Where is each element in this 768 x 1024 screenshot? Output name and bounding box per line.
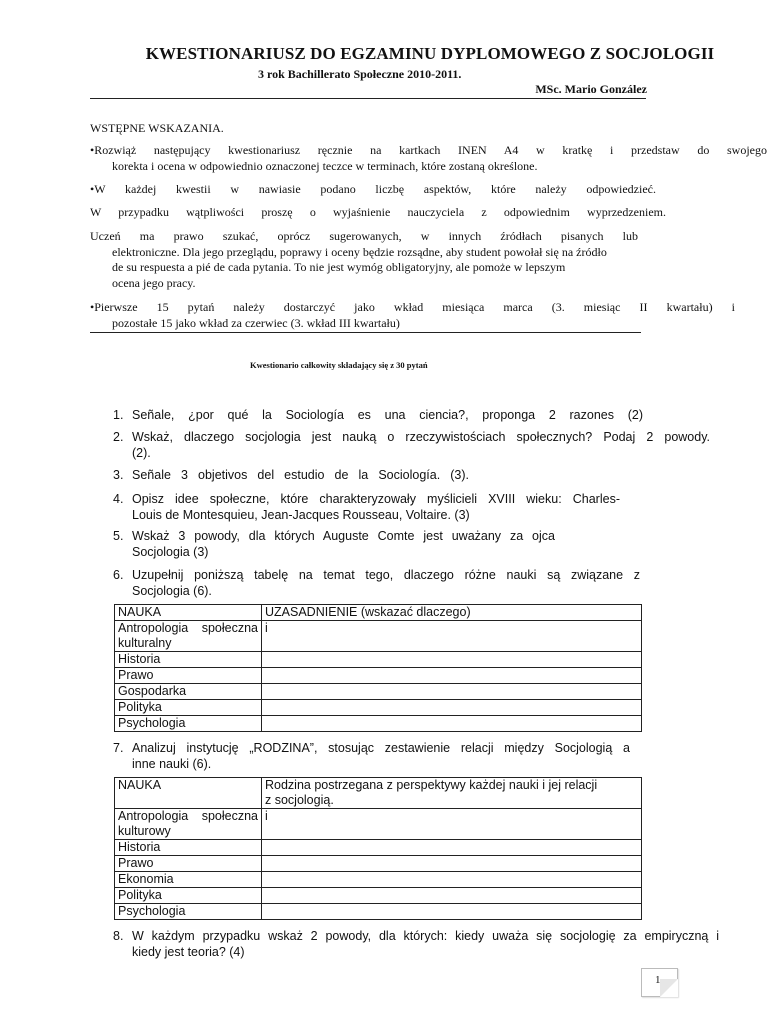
table-cell-science[interactable]: Psychologia bbox=[115, 716, 262, 732]
table-row bbox=[115, 872, 642, 888]
table-row bbox=[115, 904, 642, 920]
question-number: 4. bbox=[113, 492, 124, 506]
question-text: Wskaż 3 powody, dla których Auguste Comte jest uważany za ojca bbox=[132, 529, 555, 543]
table-cell-text: Antropologia społeczna bbox=[118, 809, 258, 823]
table-cell-science[interactable]: Historia bbox=[115, 652, 262, 668]
question-number: 3. bbox=[113, 468, 124, 482]
table-cell-answer[interactable] bbox=[262, 888, 642, 904]
question-number: 1. bbox=[113, 408, 124, 422]
instruction-5-line-1: •Pierwsze 15 pytań należy dostarczyć jako wkład miesiąca marca (3. miesiąc II kwartału) i bbox=[90, 300, 735, 314]
table-cell-answer[interactable] bbox=[262, 684, 642, 700]
header-rule bbox=[90, 98, 646, 99]
table-row bbox=[115, 652, 642, 668]
question-text: Señale 3 objetivos del estudio de la Sociología. (3). bbox=[132, 468, 469, 482]
table-cell-answer[interactable] bbox=[262, 872, 642, 888]
instruction-2-line-1: •W każdej kwestii w nawiasie podano liczbę aspektów, które należy odpowiedzieć. bbox=[90, 182, 656, 196]
table-cell-science[interactable]: Ekonomia bbox=[115, 872, 262, 888]
table-cell-answer[interactable] bbox=[262, 668, 642, 684]
instruction-5-line-2: pozostałe 15 jako wkład za czerwiec (3. wkład III kwartału) bbox=[112, 315, 400, 330]
question-text: Uzupełnij poniższą tabelę na temat tego, dlaczego różne nauki są związane z bbox=[132, 568, 640, 582]
author-name: MSc. Mario González bbox=[535, 82, 647, 96]
table-cell-science[interactable]: Polityka bbox=[115, 700, 262, 716]
question-1 bbox=[113, 407, 643, 423]
table-cell-answer[interactable] bbox=[262, 840, 642, 856]
instructions-rule bbox=[90, 332, 641, 333]
question-7 bbox=[113, 740, 630, 772]
page-curl-icon bbox=[660, 979, 678, 997]
table-cell-text: kulturalny bbox=[118, 636, 172, 650]
table-cell-answer[interactable] bbox=[262, 700, 642, 716]
table-cell-text: Antropologia społeczna bbox=[118, 621, 258, 635]
question-text: Señale, ¿por qué la Sociología es una ciencia?, proponga 2 razones (2) bbox=[132, 408, 643, 422]
table-cell-answer[interactable] bbox=[262, 904, 642, 920]
table-cell-answer[interactable]: i bbox=[262, 809, 642, 840]
question-text: Opisz idee społeczne, które charakteryzowały myślicieli XVIII wieku: Charles- bbox=[132, 492, 620, 506]
table-cell-science[interactable]: Polityka bbox=[115, 888, 262, 904]
question-text: Wskaż, dlaczego socjologia jest nauką o rzeczywistościach społecznych? Podaj 2 powody. bbox=[132, 430, 710, 444]
table-header-cell bbox=[262, 778, 642, 809]
table-cell-answer[interactable] bbox=[262, 856, 642, 872]
question-number: 7. bbox=[113, 741, 124, 755]
instruction-paragraph-1 bbox=[90, 143, 767, 174]
instruction-4-line-2: elektroniczne. Dla jego przeglądu, poprawy i oceny będzie rozsądne, aby student powołał się na źródło bbox=[112, 244, 607, 259]
instruction-4-line-4: ocena jego pracy. bbox=[112, 275, 196, 290]
instruction-paragraph-4 bbox=[90, 229, 638, 291]
question-6 bbox=[113, 567, 640, 599]
question-4 bbox=[113, 491, 620, 523]
instruction-paragraph-3 bbox=[90, 205, 666, 221]
question-number: 2. bbox=[113, 430, 124, 444]
sciences-justification-table bbox=[114, 604, 642, 732]
question-8 bbox=[113, 928, 719, 960]
instruction-4-line-1: Uczeń ma prawo szukać, oprócz sugerowanych, w innych źródłach pisanych lub bbox=[90, 229, 638, 243]
table-header-text: z socjologią. bbox=[265, 793, 334, 807]
document-subtitle: 3 rok Bachillerato Społeczne 2010-2011. bbox=[258, 67, 462, 81]
table-cell-science[interactable]: Gospodarka bbox=[115, 684, 262, 700]
instruction-paragraph-2 bbox=[90, 182, 656, 198]
family-relations-table bbox=[114, 777, 642, 920]
instruction-paragraph-5 bbox=[90, 300, 735, 331]
table-row bbox=[115, 700, 642, 716]
table-row bbox=[115, 668, 642, 684]
table-header-row bbox=[115, 605, 642, 621]
table-cell-science[interactable]: Historia bbox=[115, 840, 262, 856]
questionnaire-title: Kwestionario całkowity składający się z 30 pytań bbox=[250, 360, 428, 370]
question-text-continued: Socjologia (3) bbox=[132, 545, 209, 559]
question-text: W każdym przypadku wskaż 2 powody, dla których: kiedy uważa się socjologię za empiryczną i bbox=[132, 929, 719, 943]
table-header-cell: UZASADNIENIE (wskazać dlaczego) bbox=[262, 605, 642, 621]
table-row bbox=[115, 856, 642, 872]
question-3 bbox=[113, 467, 469, 483]
question-text-continued: (2). bbox=[132, 446, 151, 460]
table-cell-science[interactable]: Psychologia bbox=[115, 904, 262, 920]
question-number: 6. bbox=[113, 568, 124, 582]
document-title: KWESTIONARIUSZ DO EGZAMINU DYPLOMOWEGO Z SOCJOLOGII bbox=[145, 44, 715, 63]
table-cell-science[interactable] bbox=[115, 621, 262, 652]
table-row bbox=[115, 888, 642, 904]
table-header-text: Rodzina postrzegana z perspektywy każdej nauki i jej relacji bbox=[265, 778, 598, 792]
instruction-1-line-1: •Rozwiąż następujący kwestionariusz ręcznie na kartkach INEN A4 w kratkę i przedstaw do swojego bbox=[90, 143, 767, 157]
table-header-cell: NAUKA bbox=[115, 605, 262, 621]
question-text: Analizuj instytucję „RODZINA”, stosując zestawienie relacji między Socjologią a bbox=[132, 741, 630, 755]
question-number: 5. bbox=[113, 529, 124, 543]
table-row bbox=[115, 716, 642, 732]
question-number: 8. bbox=[113, 929, 124, 943]
question-text-continued: Socjologia (6). bbox=[132, 584, 212, 598]
question-text-continued: inne nauki (6). bbox=[132, 757, 212, 771]
table-cell-science[interactable] bbox=[115, 809, 262, 840]
table-cell-answer[interactable]: i bbox=[262, 621, 642, 652]
table-row bbox=[115, 809, 642, 840]
table-row bbox=[115, 840, 642, 856]
question-text-continued: kiedy jest teoria? (4) bbox=[132, 945, 245, 959]
page-number: 1 bbox=[655, 974, 661, 986]
question-5 bbox=[113, 528, 555, 560]
question-2 bbox=[113, 429, 710, 461]
table-row bbox=[115, 684, 642, 700]
table-cell-answer[interactable] bbox=[262, 716, 642, 732]
table-row bbox=[115, 621, 642, 652]
instruction-4-line-3: de su respuesta a pié de cada pytania. To nie jest wymóg obligatoryjny, ale pomoże w lepszym bbox=[112, 260, 566, 274]
table-header-cell: NAUKA bbox=[115, 778, 262, 809]
instruction-3-line-1: W przypadku wątpliwości proszę o wyjaśnienie nauczyciela z odpowiednim wyprzedzeniem. bbox=[90, 205, 666, 219]
page-number-box bbox=[641, 968, 678, 997]
instructions-heading: WSTĘPNE WSKAZANIA. bbox=[90, 121, 224, 135]
table-header-row bbox=[115, 778, 642, 809]
instruction-1-line-2: korekta i ocena w odpowiednio oznaczonej teczce w terminach, które zostaną określone. bbox=[112, 158, 538, 173]
table-cell-science[interactable]: Prawo bbox=[115, 668, 262, 684]
table-cell-answer[interactable] bbox=[262, 652, 642, 668]
table-cell-text: kulturowy bbox=[118, 824, 171, 838]
question-text-continued: Louis de Montesquieu, Jean-Jacques Rousseau, Voltaire. (3) bbox=[132, 508, 470, 522]
table-cell-science[interactable]: Prawo bbox=[115, 856, 262, 872]
